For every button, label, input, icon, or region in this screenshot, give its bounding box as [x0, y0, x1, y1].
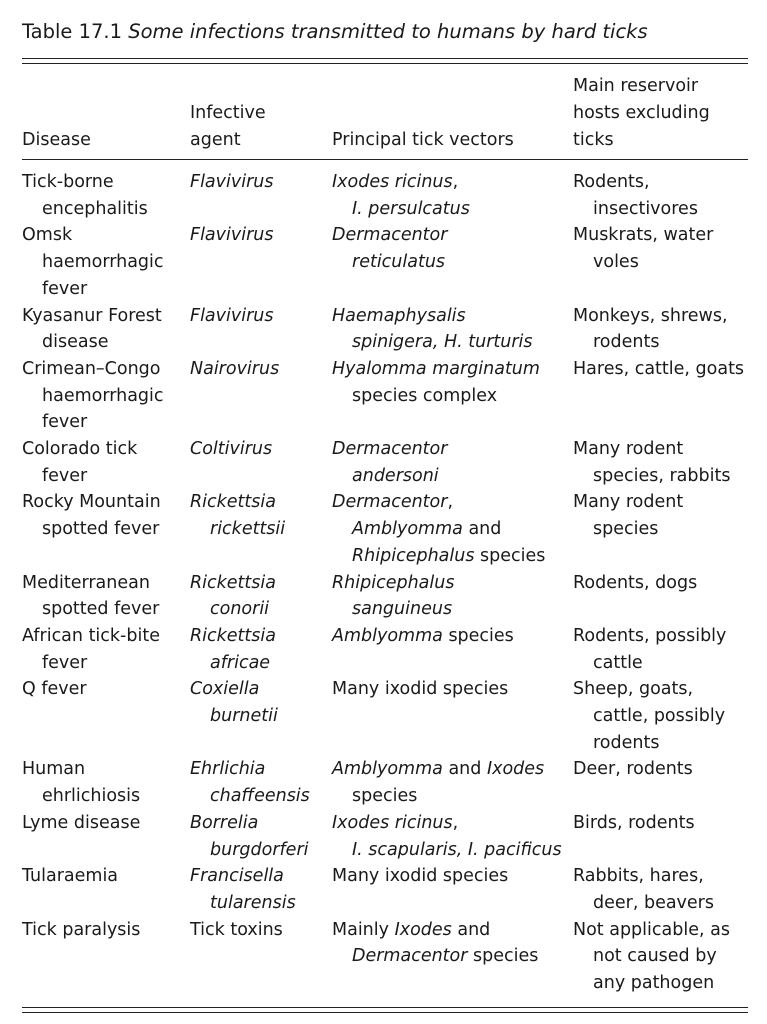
cell-line — [332, 570, 573, 597]
cell-line: disease — [42, 332, 109, 353]
cell-hosts — [573, 570, 752, 623]
cell-line: Mediterranean — [22, 572, 150, 593]
cell-line: Human — [22, 759, 86, 780]
cell-line — [332, 596, 573, 623]
header-line: agent — [190, 130, 241, 150]
cell-agent — [190, 917, 332, 997]
cell-line: fever — [42, 278, 88, 299]
table-row — [22, 169, 752, 222]
cell-line — [332, 383, 573, 410]
table-row — [22, 623, 752, 676]
text-run: I. scapularis, I. pacificus — [352, 839, 562, 860]
text-run: andersoni — [352, 465, 439, 486]
cell-line: Birds, rodents — [573, 812, 695, 833]
cell-agent — [190, 863, 332, 916]
cell-hosts — [573, 436, 752, 489]
header-disease — [22, 72, 91, 154]
cell-vectors — [332, 436, 573, 489]
table-label: Table 17.1 — [22, 20, 123, 43]
text-run: and — [462, 519, 502, 540]
cell-agent — [190, 303, 332, 356]
cell-line: Flavivirus — [190, 305, 274, 326]
cell-line: cattle — [593, 652, 643, 673]
cell-hosts — [573, 917, 752, 997]
cell-line: Hares, cattle, goats — [573, 358, 745, 379]
text-run: sanguineus — [352, 599, 453, 620]
cell-line — [332, 676, 573, 703]
cell-agent — [190, 222, 332, 302]
top-rule-2 — [22, 63, 748, 64]
cell-line: Coltivirus — [190, 439, 273, 460]
table-caption — [22, 18, 648, 46]
cell-hosts — [573, 756, 752, 809]
text-run: Amblyomma — [352, 519, 463, 540]
cell-agent — [190, 436, 332, 489]
cell-line: Tick toxins — [190, 919, 283, 940]
cell-disease — [22, 863, 190, 916]
text-run: Dermacentor — [352, 946, 468, 967]
cell-line: Kyasanur Forest — [22, 305, 162, 326]
top-rule-1 — [22, 58, 748, 59]
cell-line: rickettsii — [210, 519, 286, 540]
cell-line: species, rabbits — [593, 465, 731, 486]
cell-line: Rabbits, hares, — [573, 866, 704, 887]
header-tick-vectors — [332, 72, 514, 154]
text-run: and — [442, 759, 487, 780]
cell-disease — [22, 810, 190, 863]
cell-vectors — [332, 756, 573, 809]
cell-line: Many rodent — [573, 439, 684, 460]
cell-line: Nairovirus — [190, 358, 280, 379]
text-run: Dermacentor — [332, 492, 448, 513]
header-line: hosts excluding — [573, 103, 710, 123]
cell-hosts — [573, 863, 752, 916]
cell-line: fever — [42, 652, 88, 673]
cell-hosts — [573, 169, 752, 222]
cell-line — [332, 222, 573, 249]
cell-line: Crimean–Congo — [22, 358, 161, 379]
cell-line: Borrelia — [190, 812, 259, 833]
cell-line: africae — [210, 652, 271, 673]
cell-disease — [22, 169, 190, 222]
text-run: species — [442, 625, 514, 646]
cell-disease — [22, 222, 190, 302]
cell-vectors — [332, 863, 573, 916]
cell-line: Q fever — [22, 679, 87, 700]
cell-line: Coxiella — [190, 679, 260, 700]
text-run: Mainly — [332, 919, 395, 940]
cell-line: haemorrhagic — [42, 252, 164, 273]
cell-line — [332, 810, 573, 837]
cell-hosts — [573, 303, 752, 356]
cell-line: Lyme disease — [22, 812, 141, 833]
cell-disease — [22, 570, 190, 623]
cell-line: burgdorferi — [210, 839, 309, 860]
text-run: Ixodes — [394, 919, 452, 940]
cell-vectors — [332, 222, 573, 302]
cell-line: spotted fever — [42, 599, 160, 620]
cell-hosts — [573, 676, 752, 756]
cell-agent — [190, 489, 332, 569]
header-reservoir-hosts — [573, 72, 710, 154]
cell-line: encephalitis — [42, 198, 148, 219]
cell-line — [332, 303, 573, 330]
table-row — [22, 222, 752, 302]
header-line: Disease — [22, 130, 91, 150]
text-run: Many ixodid species — [332, 679, 509, 700]
cell-line: Tick-borne — [22, 172, 114, 192]
text-run: , — [447, 492, 454, 513]
header-line: Infective — [190, 103, 266, 123]
text-run: Ixodes — [486, 759, 545, 780]
cell-line: cattle, possibly — [593, 706, 726, 727]
text-run: spinigera, H. turturis — [352, 332, 533, 353]
text-run: , — [452, 812, 459, 833]
cell-line — [332, 623, 573, 650]
cell-line: rodents — [593, 732, 660, 753]
cell-line: Ehrlichia — [190, 759, 266, 780]
cell-line: ehrlichiosis — [42, 786, 141, 807]
cell-line: fever — [42, 412, 88, 433]
cell-line — [332, 436, 573, 463]
cell-line: Many rodent — [573, 492, 684, 513]
text-run: species — [352, 786, 418, 807]
cell-line: Flavivirus — [190, 172, 274, 192]
cell-disease — [22, 303, 190, 356]
cell-line — [332, 169, 573, 196]
cell-line: Rickettsia — [190, 625, 276, 646]
cell-line: Rodents, possibly — [573, 625, 727, 646]
text-run: Ixodes ricinus — [332, 812, 453, 833]
cell-disease — [22, 917, 190, 997]
table-row — [22, 917, 752, 997]
text-run: Rhipicephalus — [332, 572, 455, 593]
cell-line — [332, 543, 573, 570]
cell-vectors — [332, 676, 573, 756]
text-run: species — [474, 545, 546, 566]
cell-agent — [190, 356, 332, 436]
cell-line — [332, 943, 573, 970]
cell-agent — [190, 756, 332, 809]
cell-agent — [190, 169, 332, 222]
bottom-rule-1 — [22, 1007, 748, 1008]
cell-hosts — [573, 623, 752, 676]
cell-agent — [190, 570, 332, 623]
cell-line: spotted fever — [42, 519, 160, 540]
cell-vectors — [332, 623, 573, 676]
cell-disease — [22, 676, 190, 756]
text-run: Ixodes ricinus — [332, 172, 453, 192]
text-run: Amblyomma — [332, 625, 443, 646]
cell-line: species — [593, 519, 659, 540]
cell-line: fever — [42, 465, 88, 486]
text-run: , — [452, 172, 459, 192]
cell-line: conorii — [210, 599, 270, 620]
cell-line: Deer, rodents — [573, 759, 693, 780]
cell-line: Monkeys, shrews, — [573, 305, 728, 326]
table-body — [22, 169, 752, 997]
cell-hosts — [573, 489, 752, 569]
cell-agent — [190, 623, 332, 676]
table-row — [22, 436, 752, 489]
cell-vectors — [332, 570, 573, 623]
text-run: Dermacentor — [332, 225, 448, 246]
cell-line: Francisella — [190, 866, 284, 887]
cell-line: not caused by — [593, 946, 717, 967]
cell-agent — [190, 676, 332, 756]
cell-line: any pathogen — [593, 973, 715, 994]
header-infective-agent — [190, 72, 266, 154]
cell-disease — [22, 623, 190, 676]
bottom-rule-2 — [22, 1012, 748, 1013]
table-row — [22, 570, 752, 623]
table-row — [22, 810, 752, 863]
cell-agent — [190, 810, 332, 863]
cell-vectors — [332, 810, 573, 863]
table-row — [22, 489, 752, 569]
text-run: I. persulcatus — [352, 198, 470, 219]
cell-line: burnetii — [210, 706, 278, 727]
cell-line: Tick paralysis — [22, 919, 141, 940]
cell-line: Rocky Mountain — [22, 492, 161, 513]
cell-line — [332, 783, 573, 810]
cell-line: voles — [593, 252, 639, 273]
cell-line: deer, beavers — [593, 892, 714, 913]
cell-line — [332, 516, 573, 543]
text-run: Dermacentor — [332, 439, 448, 460]
cell-line — [332, 463, 573, 490]
cell-hosts — [573, 356, 752, 436]
text-run: Rhipicephalus — [352, 545, 475, 566]
cell-line — [332, 863, 573, 890]
text-run: reticulatus — [352, 252, 446, 273]
cell-line: tularensis — [210, 892, 296, 913]
header-line: Principal tick vectors — [332, 130, 514, 150]
cell-disease — [22, 356, 190, 436]
cell-line: Omsk — [22, 225, 73, 246]
text-run: Amblyomma — [332, 759, 443, 780]
cell-vectors — [332, 169, 573, 222]
cell-line: haemorrhagic — [42, 385, 164, 406]
cell-line: Rickettsia — [190, 492, 276, 513]
cell-disease — [22, 489, 190, 569]
cell-line — [332, 196, 573, 223]
cell-disease — [22, 436, 190, 489]
cell-vectors — [332, 303, 573, 356]
cell-line — [332, 917, 573, 944]
text-run: species — [467, 946, 539, 967]
cell-line: insectivores — [593, 198, 698, 219]
cell-line — [332, 756, 573, 783]
cell-line: Muskrats, water — [573, 225, 714, 246]
cell-line: African tick-bite — [22, 625, 160, 646]
cell-line — [332, 489, 573, 516]
cell-line: Sheep, goats, — [573, 679, 694, 700]
table-row — [22, 863, 752, 916]
cell-line: rodents — [593, 332, 660, 353]
cell-line: Rodents, — [573, 172, 650, 192]
text-run: Haemaphysalis — [332, 305, 466, 326]
cell-vectors — [332, 917, 573, 997]
text-run: Many ixodid species — [332, 866, 509, 887]
cell-line: chaffeensis — [210, 786, 310, 807]
cell-line — [332, 837, 573, 864]
cell-hosts — [573, 810, 752, 863]
cell-line: Rickettsia — [190, 572, 276, 593]
text-run: Hyalomma marginatum — [332, 358, 540, 379]
header-rule — [22, 159, 748, 160]
cell-line: Colorado tick — [22, 439, 138, 460]
header-line: ticks — [573, 130, 614, 150]
cell-line — [332, 329, 573, 356]
cell-vectors — [332, 489, 573, 569]
text-run: species complex — [352, 385, 498, 406]
cell-line: Not applicable, as — [573, 919, 730, 940]
cell-line — [332, 249, 573, 276]
cell-vectors — [332, 356, 573, 436]
table-row — [22, 303, 752, 356]
table-row — [22, 356, 752, 436]
cell-hosts — [573, 222, 752, 302]
cell-line: Rodents, dogs — [573, 572, 698, 593]
table-row — [22, 756, 752, 809]
header-line: Main reservoir — [573, 76, 699, 96]
text-run: and — [451, 919, 491, 940]
table-title: Some infections transmitted to humans by hard ticks — [128, 20, 648, 43]
cell-line — [332, 356, 573, 383]
cell-line: Tularaemia — [22, 866, 119, 887]
table-row — [22, 676, 752, 756]
cell-disease — [22, 756, 190, 809]
cell-line: Flavivirus — [190, 225, 274, 246]
